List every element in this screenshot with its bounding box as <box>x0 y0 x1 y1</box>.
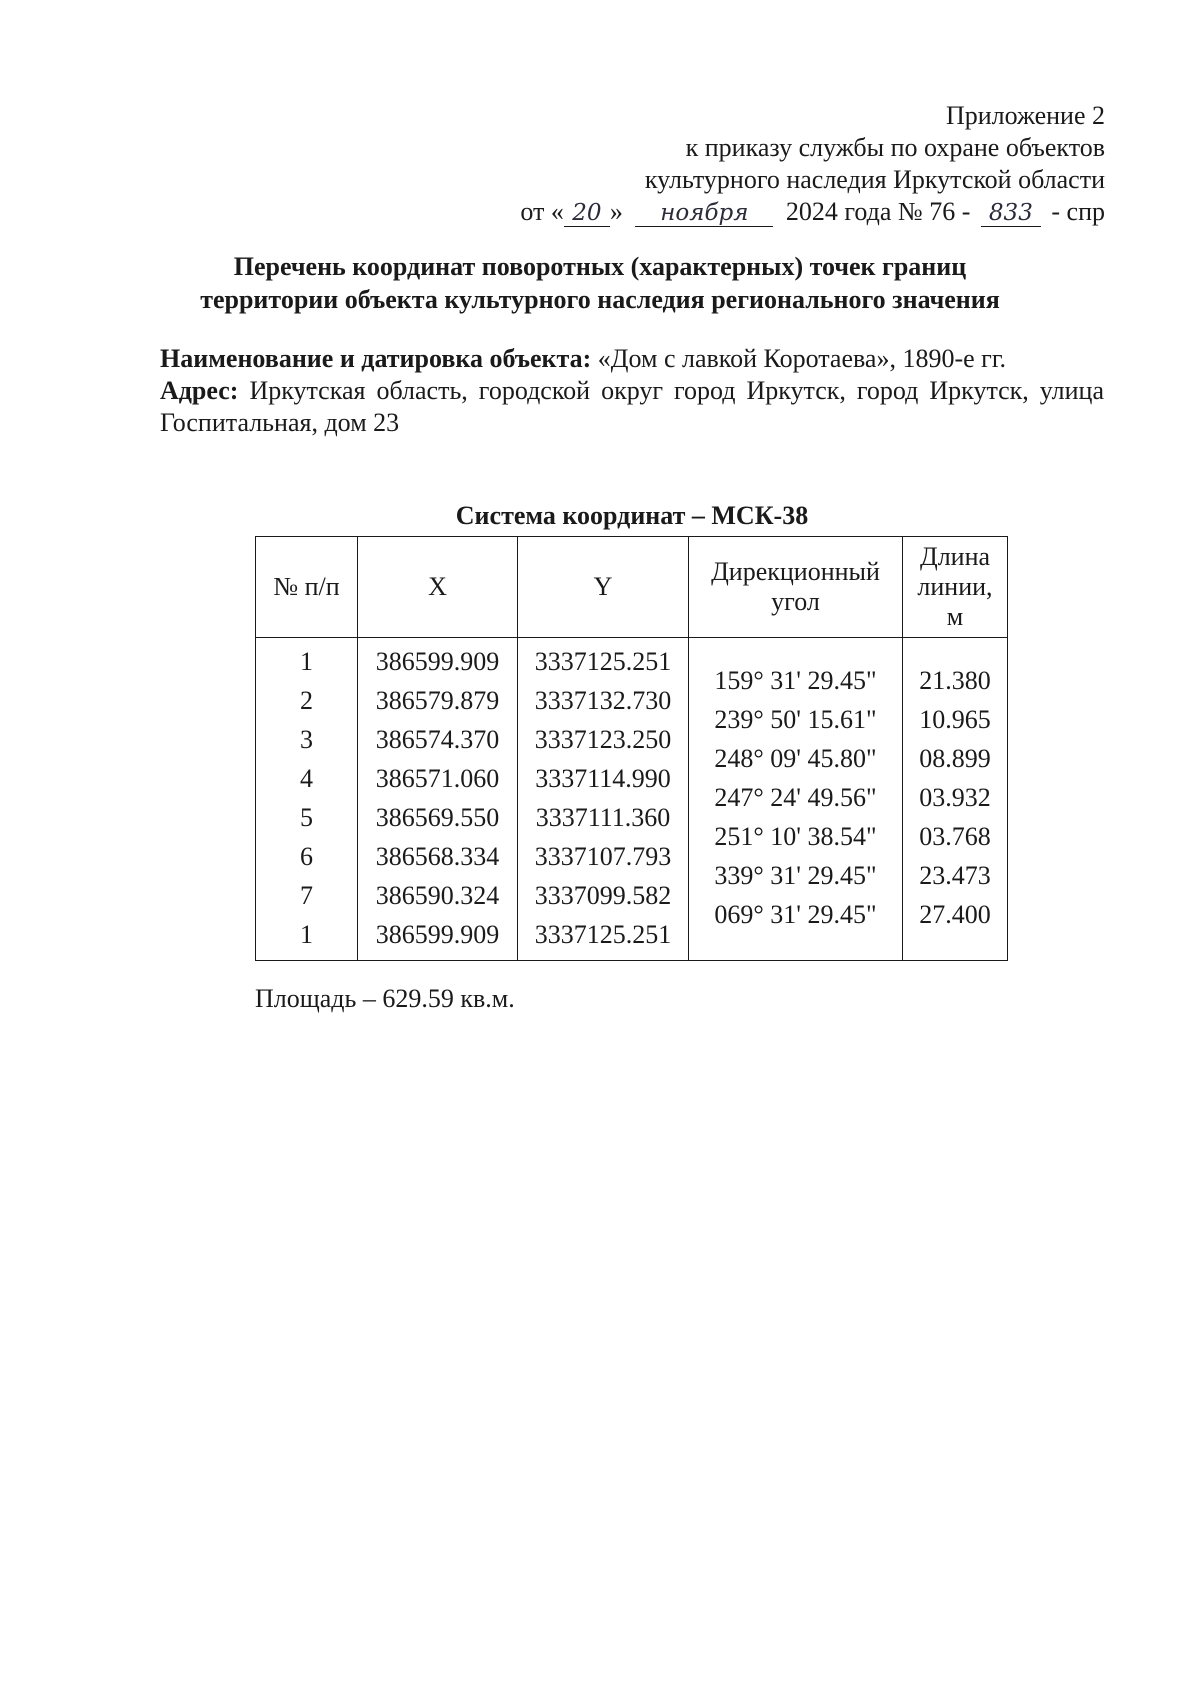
title-line-1: Перечень координат поворотных (характерных) точек границ <box>233 252 967 281</box>
point-y: 3337099.582 <box>534 881 672 910</box>
point-x: 386579.879 <box>375 686 500 715</box>
point-number: 2 <box>300 686 313 715</box>
appendix-line-3: культурного наследия Иркутской области <box>644 165 1105 194</box>
segment-angle: 247° 24' 49.56" <box>714 783 877 812</box>
point-number: 4 <box>300 764 313 793</box>
segment-angle: 339° 31' 29.45" <box>714 861 877 890</box>
point-number: 1 <box>300 920 313 949</box>
segment-angle: 069° 31' 29.45" <box>714 900 877 929</box>
segment-length: 27.400 <box>919 900 991 929</box>
object-address-row <box>160 375 1104 439</box>
point-number: 6 <box>300 842 313 871</box>
handwritten-day: 20 <box>564 200 610 227</box>
object-name-value: «Дом с лавкой Коротаева», 1890-е гг. <box>597 344 1007 373</box>
header-angle-line-1: Дирекционный <box>711 557 880 586</box>
point-x: 386569.550 <box>375 803 500 832</box>
point-number: 1 <box>300 647 313 676</box>
point-x: 386571.060 <box>375 764 500 793</box>
segment-angle: 159° 31' 29.45" <box>714 666 877 695</box>
header-length-line-2: линии, <box>917 572 993 601</box>
point-y: 3337132.730 <box>534 686 672 715</box>
point-y: 3337111.360 <box>535 803 671 832</box>
date-prefix: от « <box>520 197 564 226</box>
header-number: № п/п <box>256 537 358 638</box>
object-address-value: Иркутская область, городской округ город Иркутск, город Иркутск, улица Госпитальная, дом 23 <box>160 376 1104 437</box>
header-length-line-1: Длина <box>919 542 991 571</box>
column-angles <box>689 638 903 961</box>
object-address-label: Адрес: <box>160 376 239 405</box>
column-point-numbers <box>256 638 358 961</box>
point-number: 5 <box>300 803 313 832</box>
point-number: 3 <box>300 725 313 754</box>
header-length <box>903 537 1008 638</box>
segment-angle: 251° 10' 38.54" <box>714 822 877 851</box>
table-header-row <box>256 537 1008 638</box>
point-x: 386590.324 <box>375 881 500 910</box>
point-number: 7 <box>300 881 313 910</box>
date-mid: » <box>609 197 623 226</box>
header-y: Y <box>518 537 689 638</box>
point-y: 3337125.251 <box>534 647 672 676</box>
coordinates-table <box>255 536 1008 961</box>
segment-length: 03.768 <box>919 822 991 851</box>
column-x <box>358 638 518 961</box>
number-suffix: - спр <box>1051 197 1105 226</box>
object-info <box>160 343 1104 439</box>
handwritten-month: ноября <box>635 200 773 227</box>
column-y <box>518 638 689 961</box>
date-suffix: 2024 года № 76 - <box>785 197 971 226</box>
table-caption: Система координат – МСК-38 <box>455 501 809 530</box>
point-x: 386599.909 <box>375 647 500 676</box>
column-lengths <box>903 638 1008 961</box>
area-statement: Площадь – 629.59 кв.м. <box>255 984 515 1013</box>
appendix-line-1: Приложение 2 <box>945 101 1105 130</box>
header-angle-line-2: угол <box>771 587 820 616</box>
segment-length: 03.932 <box>919 783 991 812</box>
segment-length: 21.380 <box>919 666 991 695</box>
title-line-2: территории объекта культурного наследия регионального значения <box>200 285 1000 314</box>
segment-length: 08.899 <box>919 744 991 773</box>
appendix-header <box>520 100 1105 228</box>
segment-length: 23.473 <box>919 861 991 890</box>
header-angle <box>689 537 903 638</box>
header-x: X <box>358 537 518 638</box>
segment-angle: 248° 09' 45.80" <box>714 744 877 773</box>
point-x: 386568.334 <box>375 842 500 871</box>
appendix-line-2: к приказу службы по охране объектов <box>685 133 1105 162</box>
order-date-line <box>520 196 1105 228</box>
point-x: 386574.370 <box>375 725 500 754</box>
header-length-line-3: м <box>946 602 964 631</box>
handwritten-number: 833 <box>981 200 1041 227</box>
point-y: 3337123.250 <box>534 725 672 754</box>
point-y: 3337114.990 <box>535 764 671 793</box>
segment-length: 10.965 <box>919 705 991 734</box>
segment-angle: 239° 50' 15.61" <box>714 705 877 734</box>
object-name-row <box>160 343 1104 375</box>
point-y: 3337107.793 <box>534 842 672 871</box>
point-x: 386599.909 <box>375 920 500 949</box>
document-title <box>0 250 1200 316</box>
table-body-row <box>256 638 1008 961</box>
point-y: 3337125.251 <box>534 920 672 949</box>
object-name-label: Наименование и датировка объекта: <box>160 344 592 373</box>
